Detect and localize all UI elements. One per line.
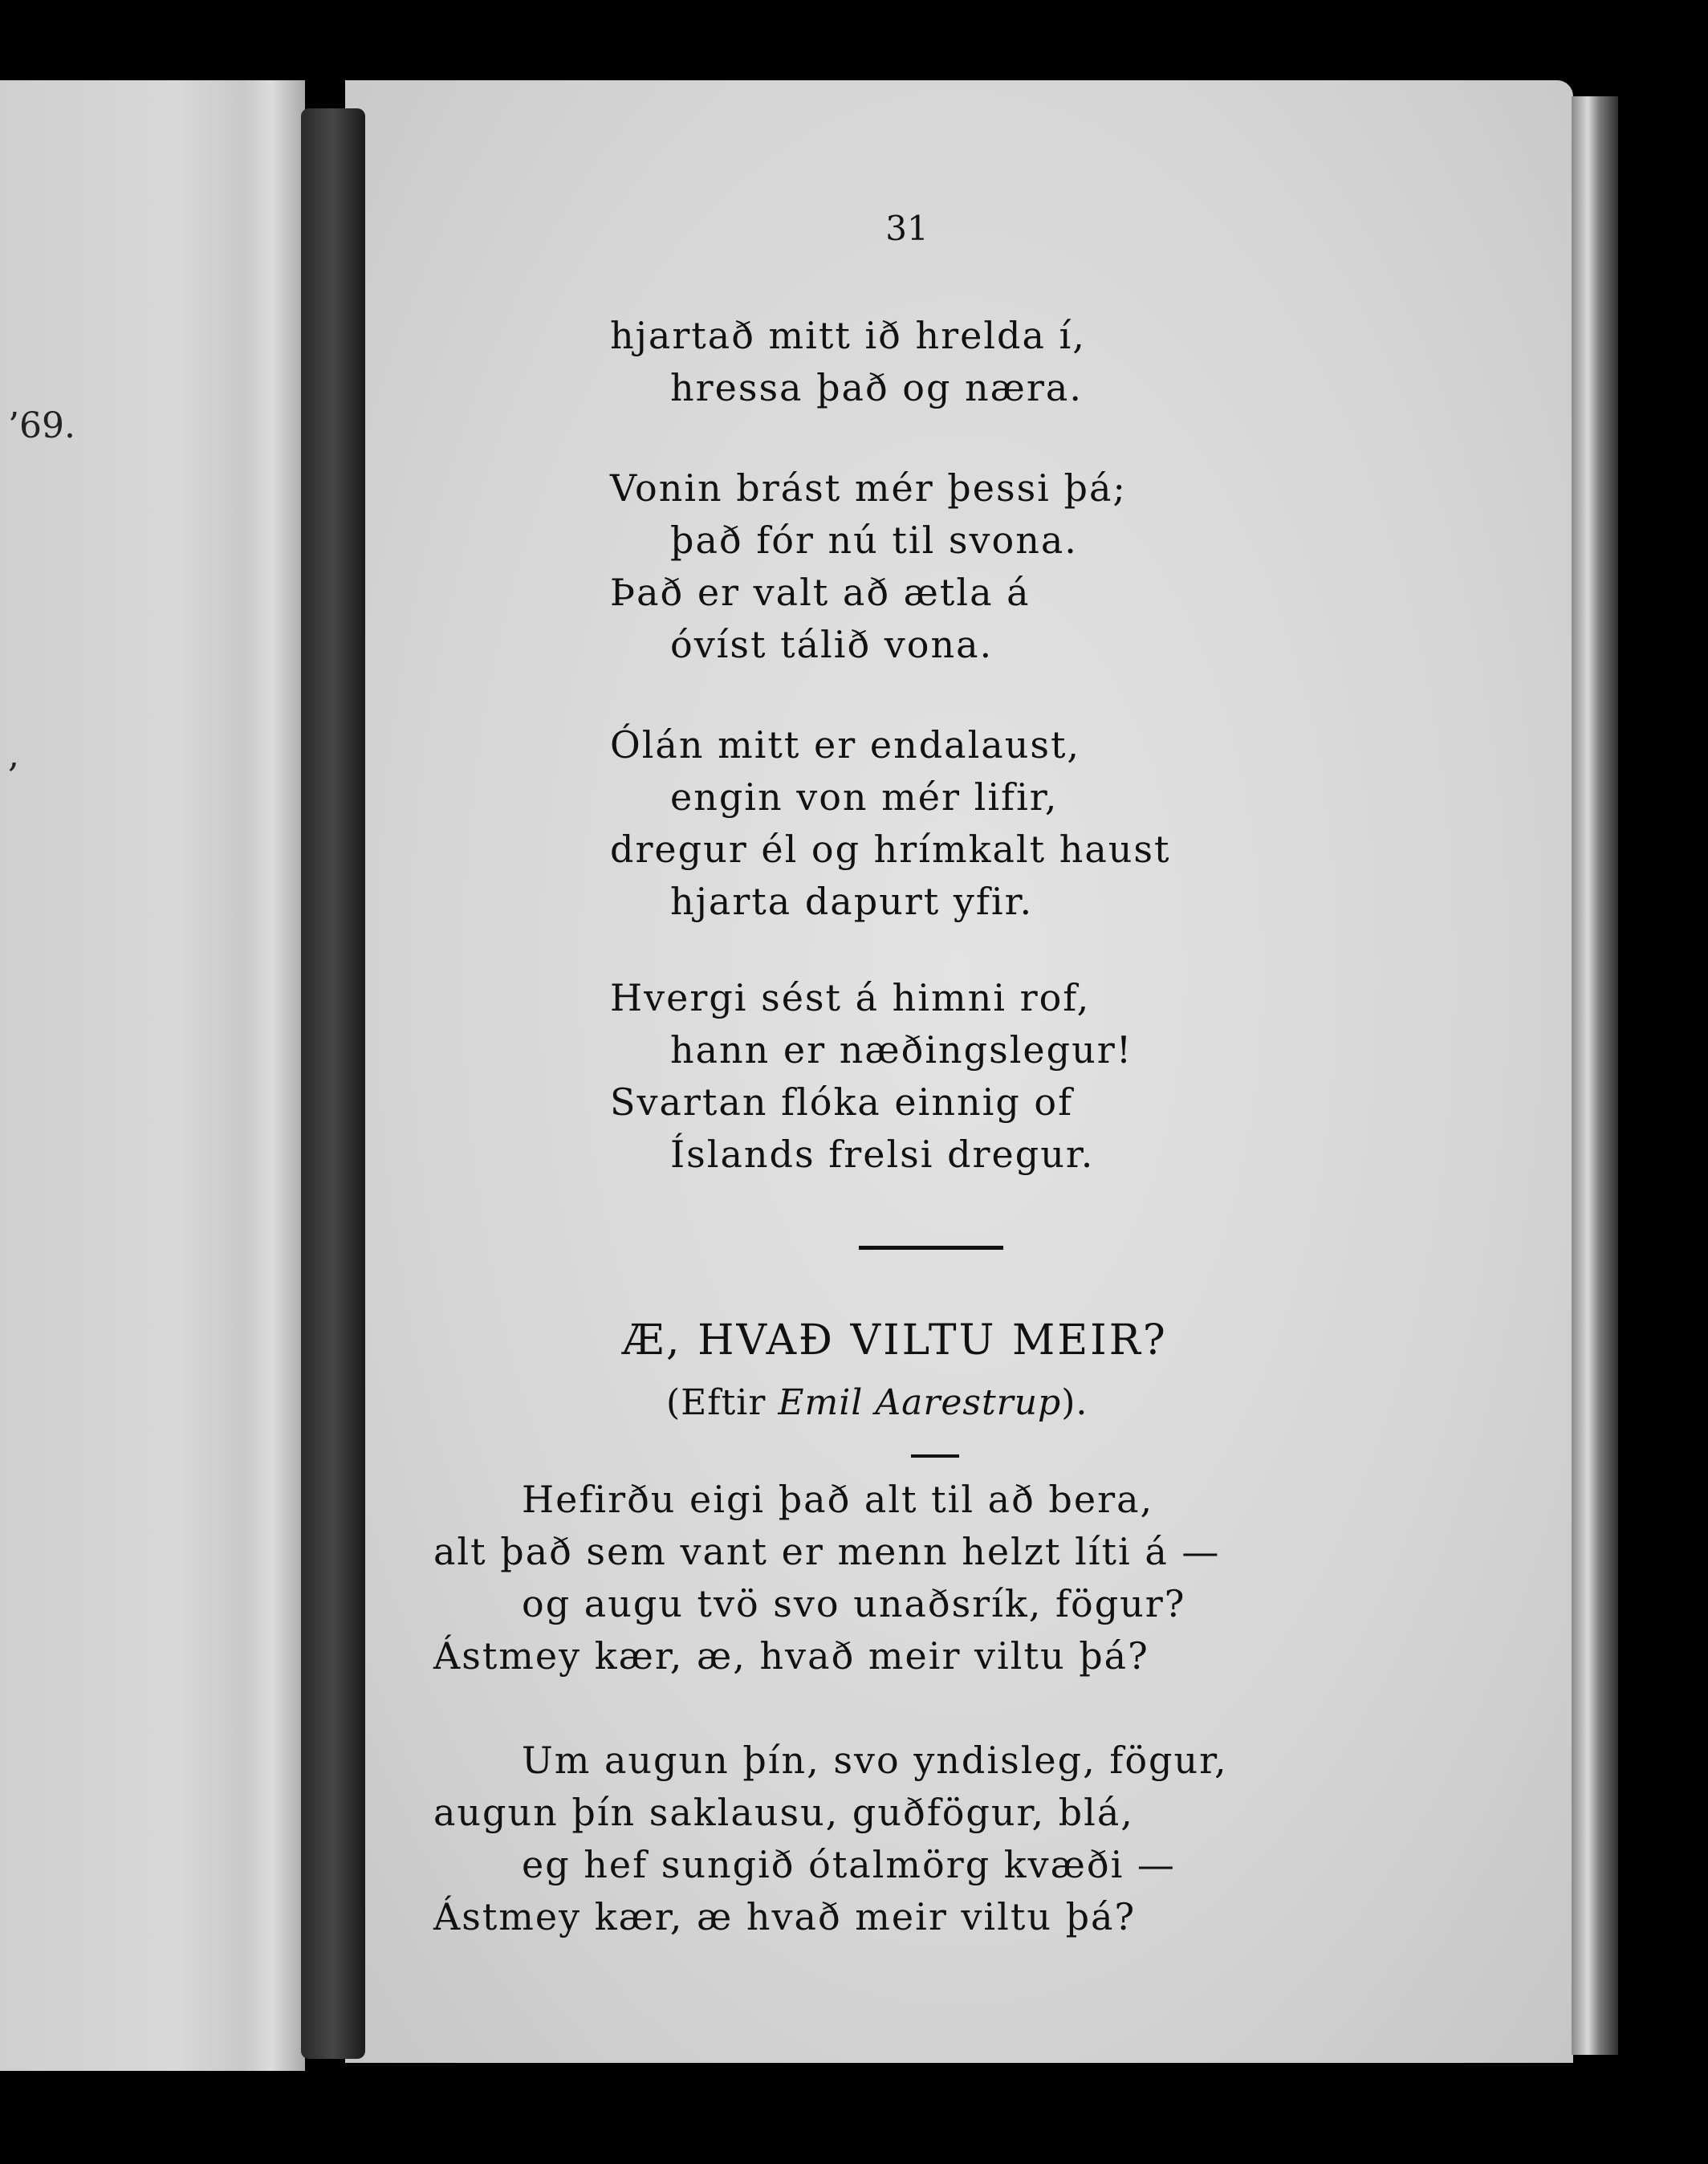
poem-line: Vonin brást mér þessi þá; <box>610 466 1127 510</box>
poem-line: eg hef sungið ótalmörg kvæði — <box>522 1843 1176 1886</box>
poem-line: hressa það og næra. <box>670 366 1083 409</box>
page-edge <box>1572 96 1618 2055</box>
poem-line: Það er valt að ætla á <box>610 571 1031 614</box>
poem-line: Ólán mitt er endalaust, <box>610 723 1081 767</box>
poem-line: og augu tvö svo unaðsrík, fögur? <box>522 1582 1186 1625</box>
poem-attribution <box>666 1382 1088 1423</box>
poem-title: Æ, HVAÐ VILTU MEIR? <box>622 1316 1168 1365</box>
left-page-fragment-comma: , <box>8 734 19 775</box>
poem-line: alt það sem vant er menn helzt líti á — <box>433 1530 1221 1573</box>
poem-line: engin von mér lifir, <box>670 775 1059 819</box>
left-page-gutter <box>245 80 305 2071</box>
page-number: 31 <box>885 209 929 248</box>
poem-line: Íslands frelsi dregur. <box>670 1133 1095 1176</box>
poem-line: Ástmey kær, æ, hvað meir viltu þá? <box>433 1634 1149 1678</box>
poem-line: hjartað mitt ið hrelda í, <box>610 314 1086 357</box>
binding-shadow <box>301 108 365 2059</box>
poem-line: hann er næðingslegur! <box>670 1028 1133 1072</box>
attribution-prefix: (Eftir <box>666 1382 767 1423</box>
poem-line: Hvergi sést á himni rof, <box>610 976 1091 1019</box>
poem-line: Ástmey kær, æ hvað meir viltu þá? <box>433 1895 1137 1938</box>
left-page-fragment-year: ’69. <box>8 405 75 446</box>
section-divider-rule <box>859 1246 1003 1250</box>
poem-line: Hefirðu eigi það alt til að bera, <box>522 1478 1154 1521</box>
attribution-author: Emil Aarestrup <box>778 1382 1062 1423</box>
poem-line: dregur él og hrímkalt haust <box>610 828 1171 871</box>
title-divider-rule <box>911 1454 959 1458</box>
poem-line: Svartan flóka einnig of <box>610 1080 1074 1124</box>
poem-line: óvíst tálið vona. <box>670 623 994 666</box>
poem-line: hjarta dapurt yfir. <box>670 880 1034 923</box>
attribution-suffix: ). <box>1061 1382 1088 1423</box>
poem-line: augun þín saklausu, guðfögur, blá, <box>433 1791 1134 1834</box>
poem-line: það fór nú til svona. <box>670 519 1078 562</box>
poem-line: Um augun þín, svo yndisleg, fögur, <box>522 1739 1228 1782</box>
